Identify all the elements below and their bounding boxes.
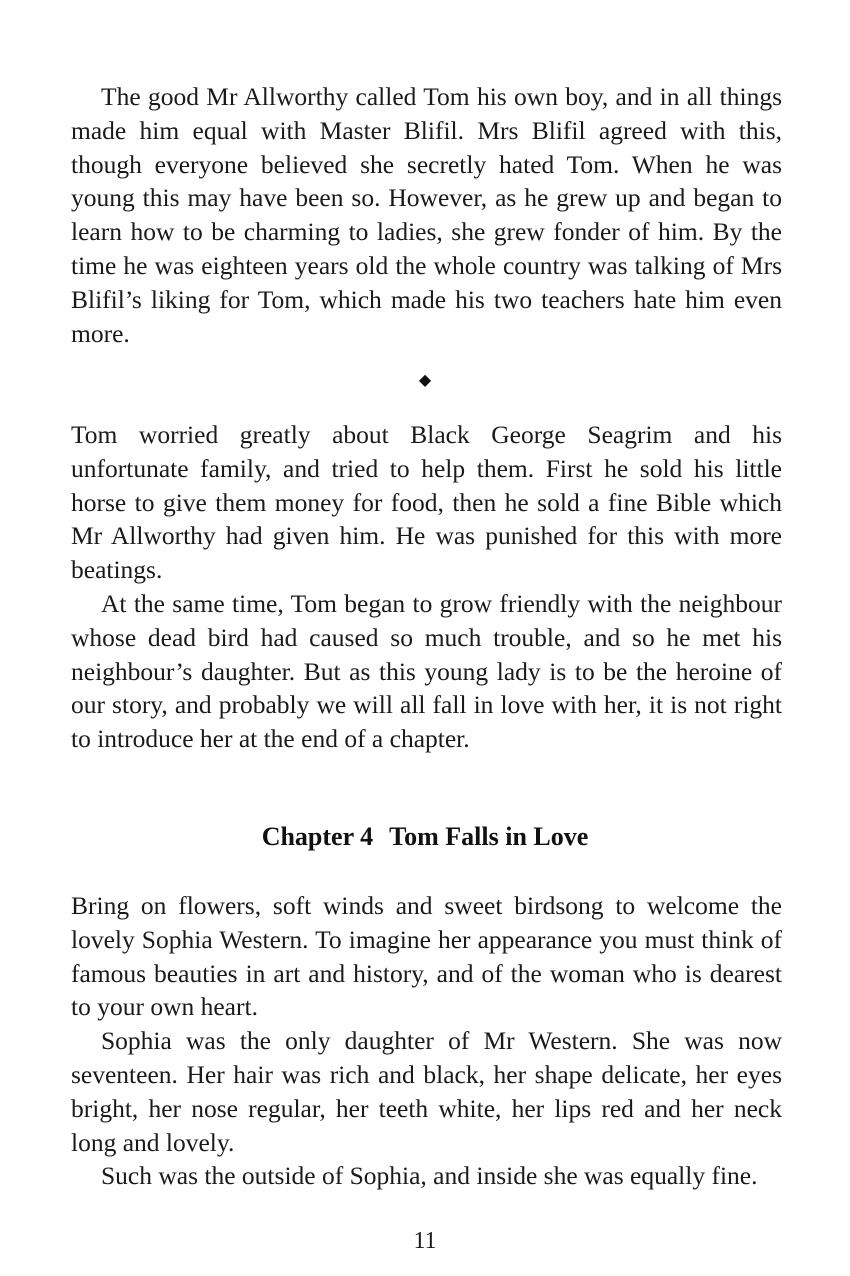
- chapter-heading: [0, 820, 850, 854]
- text-block-before-break: [71, 80, 782, 350]
- text-block-after-break: [71, 418, 782, 756]
- text-block-chapter: [71, 889, 782, 1193]
- paragraph: Tom worried greatly about Black George Seagrim and his unfortunate family, and tried to help them. First he sold his little horse to give them money for food, then he sold a fine Bible which Mr Allworthy had given him. He was punished for this with more beatings.: [71, 420, 782, 585]
- paragraph: Bring on flowers, soft winds and sweet birdsong to welcome the lovely Sophia Western. To imagine her appearance you must think of famous beauties in art and history, and of the woman who is dearest to your own heart.: [71, 891, 782, 1022]
- section-break-diamond: ◆: [418, 370, 432, 389]
- paragraph: Sophia was the only daughter of Mr Western. She was now seventeen. Her hair was rich and black, her shape delicate, her eyes bright, her nose regular, her teeth white, her lips red and her neck long and lovely.: [71, 1026, 782, 1157]
- paragraph: At the same time, Tom began to grow friendly with the neighbour whose dead bird had caused so much trouble, and so he met his neighbour’s daughter. But as this young lady is to be the heroine of our story, and probably we will all fall in love with her, it is not right to introduce her at the end of a chapter.: [71, 588, 782, 754]
- chapter-title: Tom Falls in Love: [389, 822, 589, 851]
- page-number: 11: [413, 1228, 437, 1254]
- paragraph: Such was the outside of Sophia, and inside she was equally fine.: [101, 1161, 758, 1191]
- paragraph: The good Mr Allworthy called Tom his own boy, and in all things made him equal with Master Blifil. Mrs Blifil agreed with this, though everyone believed she secretly hated Tom. When he was young this may have been so. However, as he grew up and began to learn how to be charming to ladies, she grew fonder of him. By the time he was eighteen years old the whole country was talking of Mrs Blifil’s liking for Tom, which made his two teachers hate him even more.: [71, 82, 782, 348]
- chapter-number: Chapter 4: [261, 822, 374, 851]
